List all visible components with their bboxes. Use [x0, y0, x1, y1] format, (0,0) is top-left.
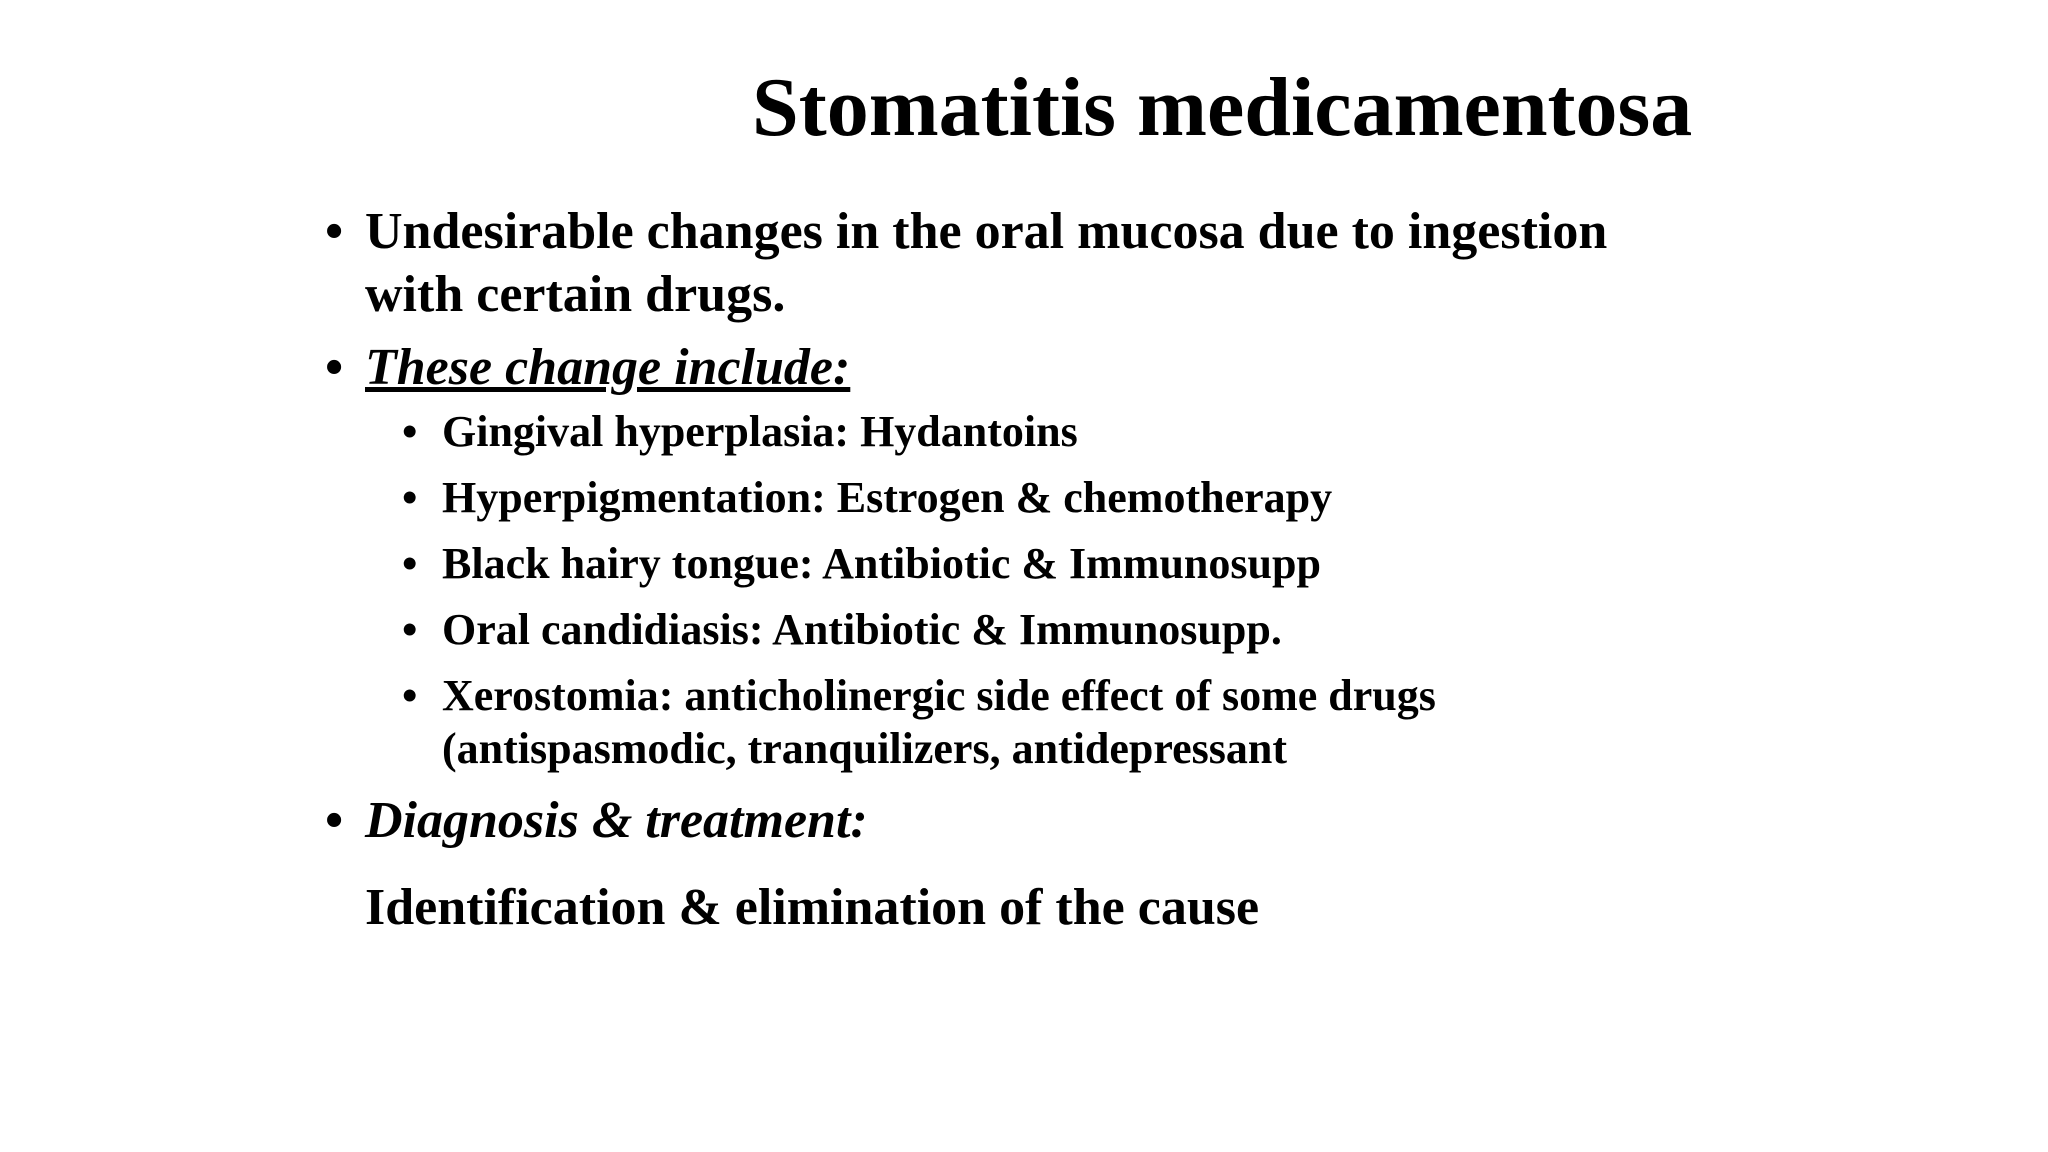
- bullet-text: These change include:: [365, 339, 851, 396]
- sub-bullet-point: [325, 603, 1725, 656]
- sub-bullet-text: Black hairy tongue: Antibiotic & Immunosupp: [442, 539, 1321, 588]
- treatment-text: Identification & elimination of the cause: [365, 879, 1260, 936]
- bullet-icon: •: [325, 792, 344, 849]
- bullet-icon: •: [402, 605, 418, 654]
- bullet-icon: •: [325, 339, 344, 396]
- sub-bullet-point: [325, 471, 1725, 524]
- bullet-point: [325, 200, 1665, 326]
- slide-content: [325, 200, 1725, 939]
- bullet-icon: •: [402, 407, 418, 456]
- sub-bullet-point: [325, 405, 1725, 458]
- bullet-icon: •: [402, 473, 418, 522]
- bullet-icon: •: [402, 671, 418, 720]
- bullet-text: Undesirable changes in the oral mucosa due to ingestion with certain drugs.: [365, 203, 1608, 323]
- bullet-icon: •: [402, 539, 418, 588]
- sub-bullet-text: Hyperpigmentation: Estrogen & chemotherapy: [442, 473, 1333, 522]
- slide-title: Stomatitis medicamentosa: [752, 61, 1693, 154]
- sub-bullet-point: [325, 669, 1602, 775]
- sub-bullet-text: Oral candidiasis: Antibiotic & Immunosupp.: [442, 605, 1282, 654]
- sub-bullet-point: [325, 537, 1725, 590]
- bullet-text: Diagnosis & treatment:: [365, 792, 868, 849]
- bullet-point: [325, 336, 1725, 399]
- sub-bullet-text: Xerostomia: anticholinergic side effect of some drugs (antispasmodic, tranquilizers, antidepressant: [442, 671, 1436, 773]
- bullet-icon: •: [325, 203, 344, 260]
- bullet-point: [325, 789, 1725, 852]
- sub-bullet-text: Gingival hyperplasia: Hydantoins: [442, 407, 1078, 456]
